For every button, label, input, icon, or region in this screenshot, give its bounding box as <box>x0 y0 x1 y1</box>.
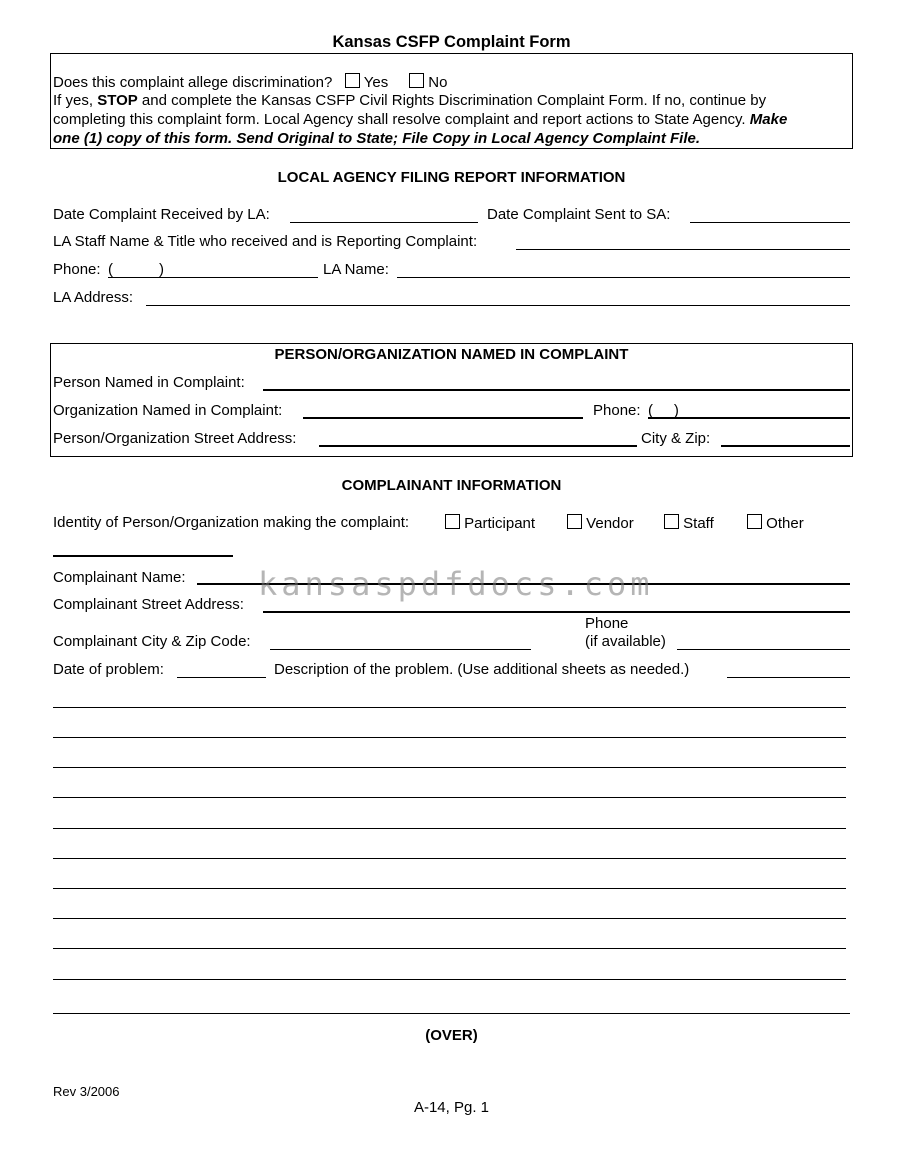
instruction-post: and complete the Kansas CSFP Civil Rights Discrimination Complaint Form. If no, continue by <box>137 92 767 109</box>
complainant-phone-field[interactable] <box>677 649 850 650</box>
discrimination-question <box>53 73 447 91</box>
complainant-phone-sub: (if available) <box>585 633 666 650</box>
org-named-field[interactable] <box>303 417 583 419</box>
local-agency-heading: LOCAL AGENCY FILING REPORT INFORMATION <box>277 169 626 186</box>
org-phone-field[interactable] <box>648 417 850 419</box>
description-line[interactable] <box>53 737 846 738</box>
description-first-line[interactable] <box>727 677 850 678</box>
staff-checkbox[interactable] <box>664 514 679 529</box>
la-phone-field[interactable] <box>108 277 318 278</box>
description-line[interactable] <box>53 888 846 889</box>
other-specify-field[interactable] <box>53 555 233 557</box>
date-received-field[interactable] <box>290 222 478 223</box>
other-label: Other <box>766 515 804 532</box>
over-label: (OVER) <box>425 1027 478 1044</box>
complainant-street-label: Complainant Street Address: <box>53 596 244 613</box>
staff-label: Staff <box>683 515 714 532</box>
person-named-label: Person Named in Complaint: <box>53 374 245 391</box>
la-name-field[interactable] <box>397 277 850 278</box>
instruction-line-2 <box>53 111 787 128</box>
la-phone-close-paren: ) <box>159 261 164 278</box>
org-named-label: Organization Named in Complaint: <box>53 402 283 419</box>
la-phone-open-paren: ( <box>108 261 113 278</box>
complainant-phone-label: Phone <box>585 615 629 632</box>
watermark: kansaspdfdocs.com <box>258 565 654 603</box>
description-line[interactable] <box>53 948 846 949</box>
org-city-label: City & Zip: <box>641 430 711 447</box>
description-line[interactable] <box>53 918 846 919</box>
no-checkbox[interactable] <box>409 73 424 88</box>
description-line[interactable] <box>53 707 846 708</box>
description-label: Description of the problem. (Use additional sheets as needed.) <box>274 661 690 678</box>
no-label: No <box>428 74 448 91</box>
discrimination-notice-box <box>50 53 853 149</box>
complainant-heading: COMPLAINANT INFORMATION <box>341 477 562 494</box>
description-line[interactable] <box>53 797 846 798</box>
vendor-label: Vendor <box>586 515 634 532</box>
instruction-pre: If yes, <box>53 92 98 109</box>
stop-word: STOP <box>97 92 138 109</box>
la-name-label: LA Name: <box>323 261 389 278</box>
option-participant[interactable] <box>445 514 535 532</box>
instruction-text: completing this complaint form. Local Agency shall resolve complaint and report actions to State Agency. <box>53 111 750 128</box>
complainant-city-label: Complainant City & Zip Code: <box>53 633 251 650</box>
page-number: A-14, Pg. 1 <box>413 1099 490 1116</box>
copy-instruction: one (1) copy of this form. Send Original to State; File Copy in Local Agency Complaint File. <box>53 130 701 147</box>
option-vendor[interactable] <box>567 514 634 532</box>
description-line[interactable] <box>53 979 846 980</box>
description-line[interactable] <box>53 767 846 768</box>
org-street-label: Person/Organization Street Address: <box>53 430 297 447</box>
person-named-field[interactable] <box>263 389 850 391</box>
complainant-street-field[interactable] <box>263 611 850 613</box>
revision-label: Rev 3/2006 <box>53 1084 120 1099</box>
participant-checkbox[interactable] <box>445 514 460 529</box>
named-party-heading: PERSON/ORGANIZATION NAMED IN COMPLAINT <box>274 346 629 363</box>
vendor-checkbox[interactable] <box>567 514 582 529</box>
org-phone-paren: ( ) <box>648 402 679 419</box>
problem-date-label: Date of problem: <box>53 661 164 678</box>
la-staff-label: LA Staff Name & Title who received and is Reporting Complaint: <box>53 233 478 250</box>
la-address-field[interactable] <box>146 305 850 306</box>
date-sent-label: Date Complaint Sent to SA: <box>487 206 671 223</box>
form-title: Kansas CSFP Complaint Form <box>332 33 571 51</box>
identity-label: Identity of Person/Organization making the complaint: <box>53 514 410 531</box>
complainant-name-label: Complainant Name: <box>53 569 186 586</box>
yes-label: Yes <box>363 74 389 91</box>
org-street-field[interactable] <box>319 445 637 447</box>
la-address-label: LA Address: <box>53 289 134 306</box>
complainant-city-field[interactable] <box>270 649 531 650</box>
discrimination-question-text: Does this complaint allege discrimination? <box>53 74 333 91</box>
date-received-label: Date Complaint Received by LA: <box>53 206 270 223</box>
option-other[interactable] <box>747 514 804 532</box>
la-phone-label: Phone: <box>53 261 101 278</box>
other-checkbox[interactable] <box>747 514 762 529</box>
la-staff-field[interactable] <box>516 249 850 250</box>
problem-date-field[interactable] <box>177 677 266 678</box>
description-line-last[interactable] <box>53 1013 850 1014</box>
description-line[interactable] <box>53 858 846 859</box>
org-phone-label: Phone: <box>593 402 641 419</box>
description-line[interactable] <box>53 828 846 829</box>
yes-checkbox[interactable] <box>345 73 360 88</box>
org-city-field[interactable] <box>721 445 850 447</box>
date-sent-field[interactable] <box>690 222 850 223</box>
make-copy-start: Make <box>749 111 788 128</box>
instruction-line-1 <box>53 92 766 109</box>
option-staff[interactable] <box>664 514 714 532</box>
participant-label: Participant <box>464 515 536 532</box>
named-party-box <box>50 343 853 457</box>
